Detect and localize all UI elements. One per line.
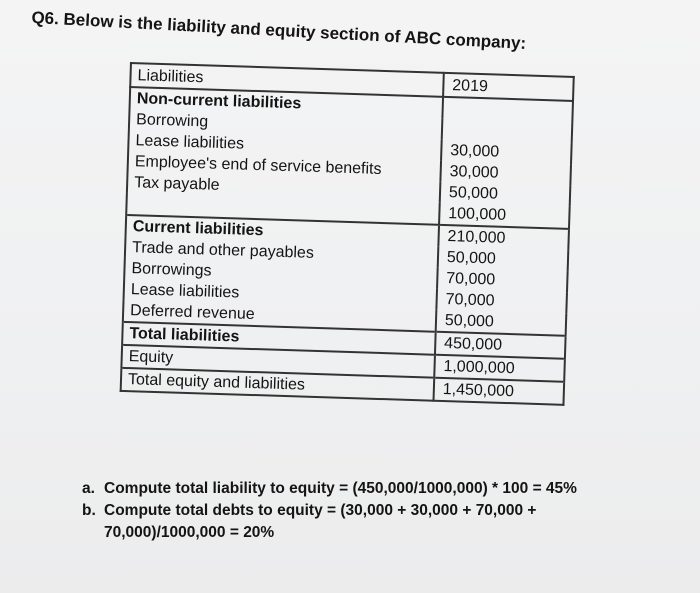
row-label: Employee's end of service benefits — [128, 151, 441, 182]
row-value: 1,450,000 — [433, 378, 564, 405]
header-year: 2019 — [443, 73, 574, 101]
row-label: Current liabilities — [126, 215, 439, 247]
answer-b-continuation: 70,000)/1000,000 = 20% — [104, 524, 275, 541]
row-value: 70,000 — [437, 268, 568, 293]
row-label: Total liabilities — [122, 322, 435, 355]
question-heading: Q6. Below is the liability and equity section of ABC company: — [31, 8, 527, 53]
row-value: 50,000 — [438, 247, 569, 272]
answer-a-letter: a. — [82, 480, 95, 497]
row-label: Lease liabilities — [124, 279, 437, 310]
row-label: Lease liabilities — [128, 130, 441, 161]
row-label: Borrowings — [124, 258, 437, 289]
row-label: Total equity and liabilities — [121, 368, 434, 401]
answer-a-text: Compute total liability to equity = (450,000/1000,000) * 100 = 45% — [104, 480, 577, 497]
balance-sheet-table — [120, 62, 575, 406]
answer-b — [82, 500, 682, 522]
answers-block — [82, 478, 682, 544]
row-value: 1,000,000 — [434, 355, 565, 382]
row-label: Tax payable — [127, 172, 440, 203]
row-value: 450,000 — [435, 332, 566, 359]
row-value: 30,000 — [440, 161, 571, 186]
answer-b-text: Compute total debts to equity = (30,000 + 30,000 + 70,000 + — [104, 502, 537, 519]
row-value: 30,000 — [441, 140, 572, 165]
row-value: 210,000 — [438, 225, 569, 251]
row-label: Equity — [121, 345, 434, 378]
row-value: 50,000 — [440, 182, 571, 207]
row-value: 50,000 — [436, 310, 567, 336]
row-label: Trade and other payables — [125, 237, 438, 268]
row-label: Deferred revenue — [123, 300, 436, 332]
row-value: 70,000 — [436, 289, 567, 314]
answer-a — [82, 478, 682, 500]
row-label: Borrowing — [129, 109, 442, 140]
header-liabilities: Liabilities — [130, 63, 443, 97]
row-label: Non-current liabilities — [130, 87, 443, 119]
answer-b-letter: b. — [82, 502, 96, 519]
row-value: 100,000 — [439, 203, 570, 229]
